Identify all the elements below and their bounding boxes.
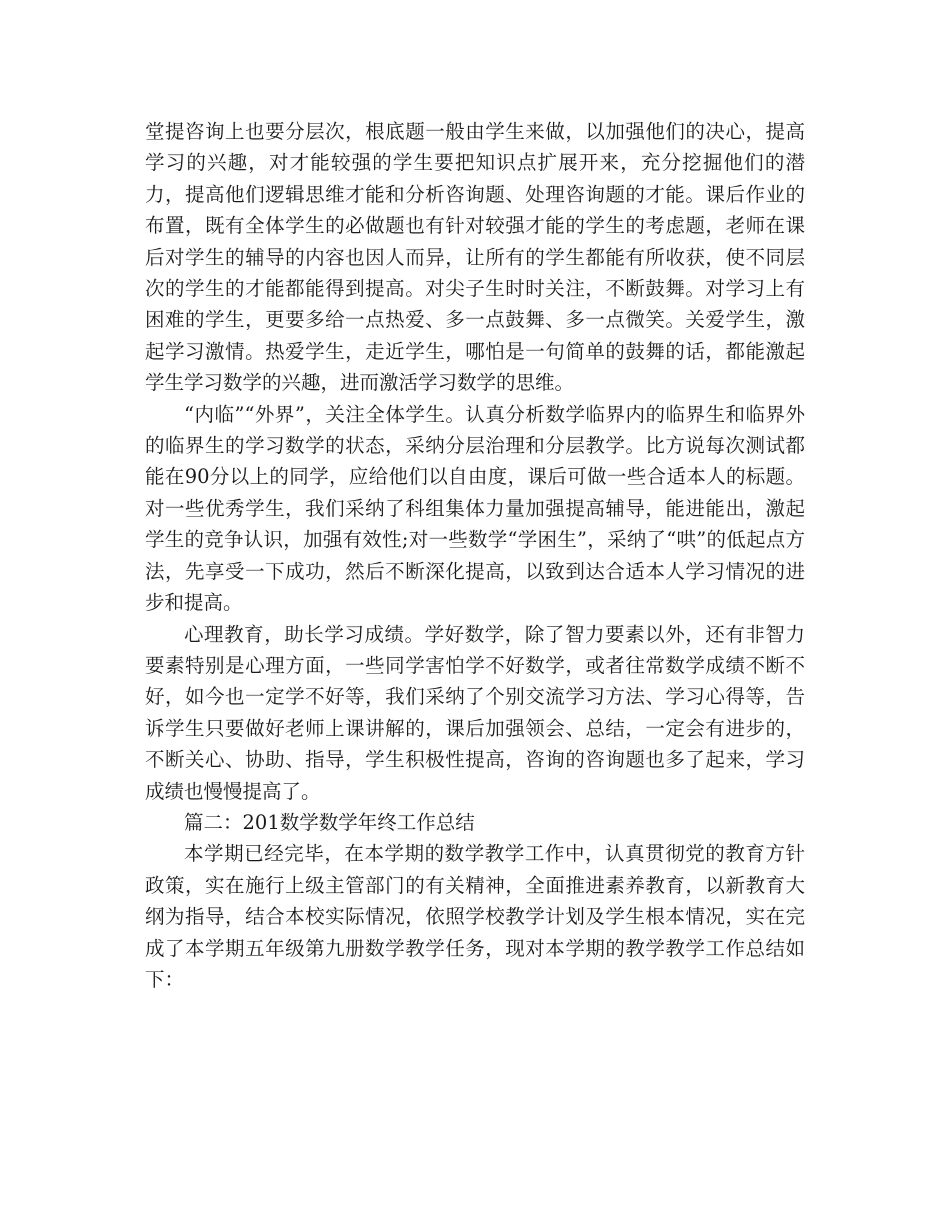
document-body	[145, 116, 805, 995]
paragraph-semester-summary: 本学期已经完毕，在本学期的数学教学工作中，认真贯彻党的教育方针政策，实在施行上级主管部门的有关精神，全面推进素养教育，以新教育大纲为指导，结合本校实际情况，依照学校教学计划及学生根本情况，实在完成了本学期五年级第九册数学教学任务，现对本学期的教学教学工作总结如下：	[145, 842, 805, 991]
section-heading: 篇二：201数学数学年终工作总结	[184, 810, 475, 834]
paragraph-critical-students: “内临”“外界”，关注全体学生。认真分析数学临界内的临界生和临界外的临界生的学习数学的状态，采纳分层治理和分层教学。比方说每次测试都能在90分以上的同学，应给他们以自由度，课后可做一些合适本人的标题。对一些优秀学生，我们采纳了科组集体力量加强提高辅导，能进能出，激起学生的竞争认识，加强有效性;对一些数学“学困生”，采纳了“哄”的低起点方法，先享受一下成功，然后不断深化提高，以致到达合适本人学习情况的进步和提高。	[145, 402, 805, 615]
paragraph-psychology-education: 心理教育，助长学习成绩。学好数学，除了智力要素以外，还有非智力要素特别是心理方面，一些同学害怕学不好数学，或者往常数学成绩不断不好，如今也一定学不好等，我们采纳了个别交流学习方法、学习心得等，告诉学生只要做好老师上课讲解的，课后加强领会、总结，一定会有进步的，不断关心、协助、指导，学生积极性提高，咨询的咨询题也多了起来，学习成绩也慢慢提高了。	[145, 622, 805, 803]
paragraph-continued: 堂提咨询上也要分层次，根底题一般由学生来做，以加强他们的决心，提高学习的兴趣，对才能较强的学生要把知识点扩展开来，充分挖掘他们的潜力，提高他们逻辑思维才能和分析咨询题、处理咨询题的才能。课后作业的布置，既有全体学生的必做题也有针对较强才能的学生的考虑题，老师在课后对学生的辅导的内容也因人而异，让所有的学生都能有所收获，使不同层次的学生的才能都能得到提高。对尖子生时时关注，不断鼓舞。对学习上有困难的学生，更要多给一点热爱、多一点鼓舞、多一点微笑。关爱学生，激起学习激情。热爱学生，走近学生，哪怕是一句简单的鼓舞的话，都能激起学生学习数学的兴趣，进而激活学习数学的思维。	[145, 120, 805, 395]
